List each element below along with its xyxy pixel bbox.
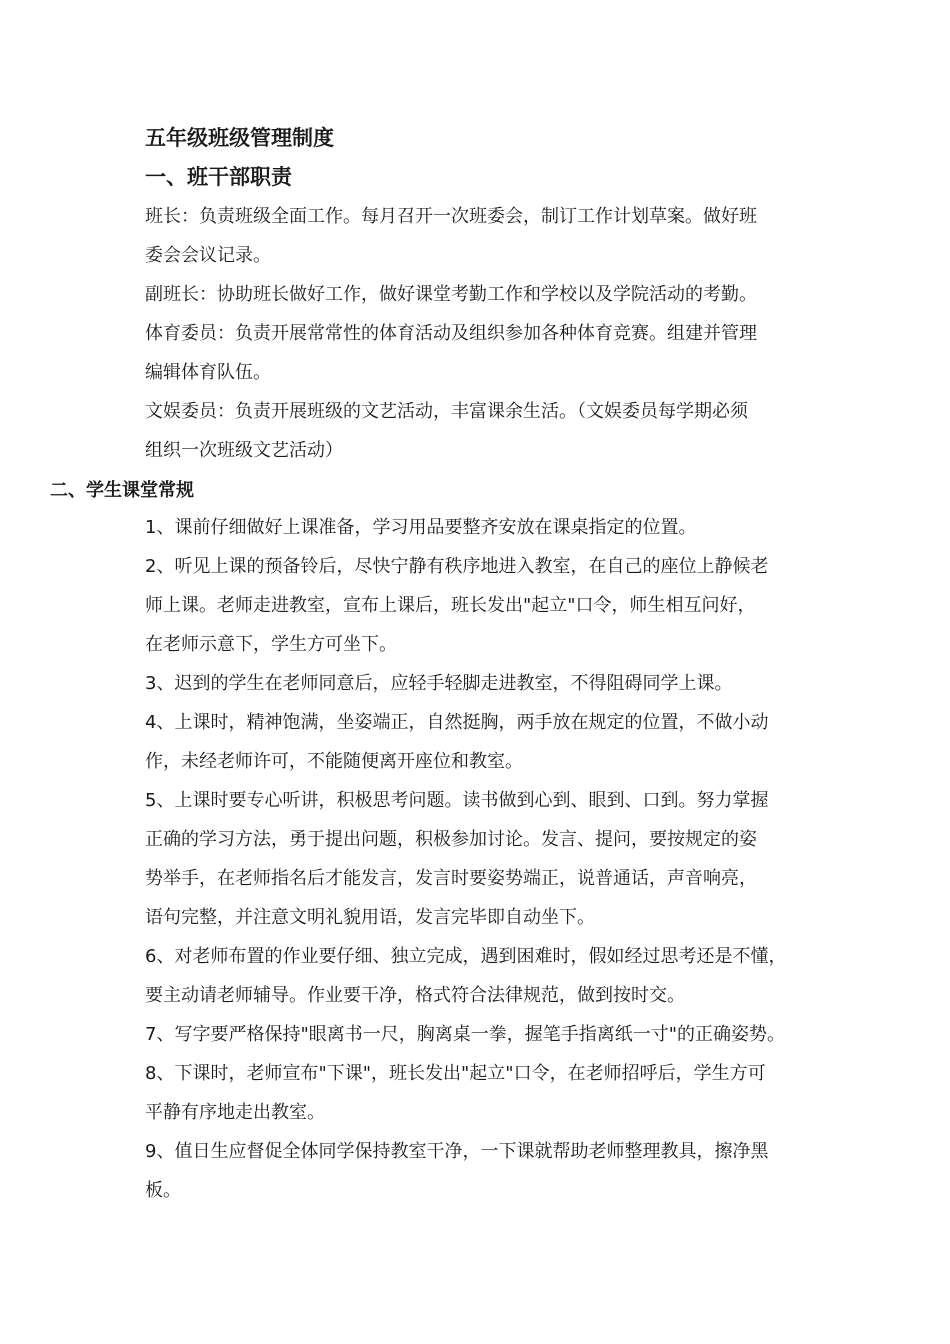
rule-line: 8、下课时，老师宣布"下课"，班长发出"起立"口令，在老师招呼后，学生方可 xyxy=(145,1063,766,1084)
section-heading-class-officers: 一、班干部职责 xyxy=(145,165,292,189)
rule-line: 师上课。老师走进教室，宣布上课后，班长发出"起立"口令，师生相互问好， xyxy=(145,595,756,616)
rule-line: 6、对老师布置的作业要仔细、独立完成，遇到困难时，假如经过思考还是不懂， xyxy=(145,946,787,967)
rule-line: 语句完整，并注意文明礼貌用语，发言完毕即自动坐下。 xyxy=(145,907,595,928)
rule-line: 5、上课时要专心听讲，积极思考问题。读书做到心到、眼到、口到。努力掌握 xyxy=(145,790,769,811)
paragraph-line: 副班长：协助班长做好工作，做好课堂考勤工作和学校以及学院活动的考勤。 xyxy=(145,284,757,305)
rule-line: 正确的学习方法，勇于提出问题，积极参加讨论。发言、提问，要按规定的姿 xyxy=(145,829,757,850)
rule-line: 4、上课时，精神饱满，坐姿端正，自然挺胸，两手放在规定的位置，不做小动 xyxy=(145,712,769,733)
paragraph-line: 组织一次班级文艺活动） xyxy=(145,440,343,461)
paragraph-line: 委会会议记录。 xyxy=(145,245,271,266)
rule-line: 7、写字要严格保持"眼离书一尺，胸离桌一拳，握笔手指离纸一寸"的正确姿势。 xyxy=(145,1024,786,1045)
paragraph-line: 编辑体育队伍。 xyxy=(145,362,271,383)
paragraph-line: 体育委员：负责开展常常性的体育活动及组织参加各种体育竞赛。组建并管理 xyxy=(145,323,757,344)
section-heading-classroom-rules: 二、学生课堂常规 xyxy=(50,480,194,501)
rule-line: 作，未经老师许可，不能随便离开座位和教室。 xyxy=(145,751,523,772)
rule-line: 在老师示意下，学生方可坐下。 xyxy=(145,634,397,655)
paragraph-line: 班长：负责班级全面工作。每月召开一次班委会，制订工作计划草案。做好班 xyxy=(145,206,757,227)
rule-line: 要主动请老师辅导。作业要干净，格式符合法律规范，做到按时交。 xyxy=(145,985,685,1006)
rule-line: 势举手，在老师指名后才能发言，发言时要姿势端正，说普通话，声音响亮， xyxy=(145,868,757,889)
class-officer-duties xyxy=(145,197,835,470)
classroom-rules-list xyxy=(145,508,835,1210)
document-title: 五年级班级管理制度 xyxy=(145,126,334,150)
rule-line: 平静有序地走出教室。 xyxy=(145,1102,325,1123)
paragraph-line: 文娱委员：负责开展班级的文艺活动，丰富课余生活。（文娱委员每学期必须 xyxy=(145,401,748,422)
rule-line: 1、课前仔细做好上课准备，学习用品要整齐安放在课桌指定的位置。 xyxy=(145,517,697,538)
rule-line: 2、听见上课的预备铃后，尽快宁静有秩序地进入教室，在自己的座位上静候老 xyxy=(145,556,769,577)
rule-line: 9、值日生应督促全体同学保持教室干净，一下课就帮助老师整理教具，擦净黑 xyxy=(145,1141,769,1162)
rule-line: 板。 xyxy=(145,1180,181,1201)
rule-line: 3、迟到的学生在老师同意后，应轻手轻脚走进教室，不得阻碍同学上课。 xyxy=(145,673,733,694)
